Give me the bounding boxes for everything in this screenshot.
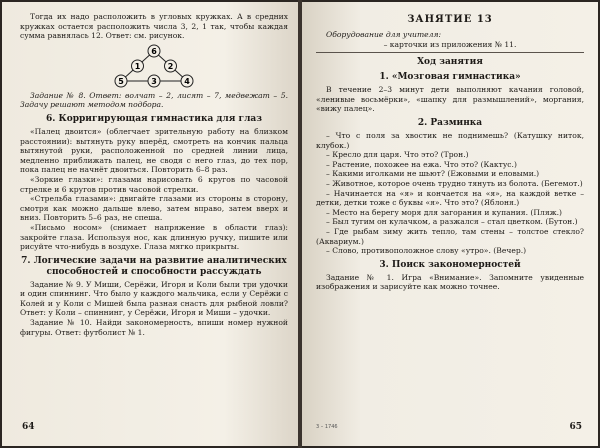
printer-signature: 3 – 1746	[316, 424, 338, 430]
divider	[316, 52, 584, 53]
left-page	[2, 2, 298, 446]
brain-gym-paragraph: В течение 2–3 минут дети выполняют качания головой, «ленивые восьмёрки», «шапку для размышлений», моргания, «вижу палец».	[316, 85, 584, 114]
exercise-pismo: «Письмо носом» (снимает напряжение в области глаз): закройте глаза. Используя нос, как длинную ручку, пишите или рисуйте что-нибудь в воздухе. Глаза мягко прикрыты.	[20, 222, 288, 252]
number-triangle-figure	[109, 43, 199, 89]
lesson-progress-heading: Ход занятия	[417, 57, 483, 68]
task9: Задание № 9. У Миши, Серёжи, Игоря и Коли были три удочки и один спиннинг. Что было у каждого мальчика, если у Серёжи с Колей и у Коли с Мишей была разная снасть для рыбной ловли? Ответ: у Коли – спиннинг, у Серёжи, Игоря и Миши – удочки.	[20, 279, 288, 318]
task1-paragraph: Задание № 1. Игра «Внимание». Запомните увиденные изображения и зарисуйте как можно точнее.	[316, 272, 584, 292]
equipment-label: Оборудование для учителя:	[326, 30, 442, 39]
triangle-number: 1	[134, 61, 141, 71]
riddle: – Место на берегу моря для загорания и купания. (Пляж.)	[326, 207, 562, 217]
page-number-left: 64	[22, 422, 35, 432]
riddle: – Растение, похожее на ежа. Что это? (Кактус.)	[326, 159, 517, 169]
section7-heading: 7. Логические задачи на развитие аналитических способностей и способности рассуждать	[21, 255, 287, 277]
exercise-strelba: «Стрельба глазами»: двигайте глазами из стороны в сторону, смотря как можно дальше влево, затем вправо, затем вверх и вниз. Повторить 5–6 раз, не спеша.	[20, 194, 288, 223]
exercise-zorkie: «Зоркие глазки»: глазами нарисовать 6 кругов по часовой стрелке и 6 кругов против часовой стрелки.	[20, 174, 288, 194]
exercise-palec: «Палец двоится» (облегчает зрительную работу на близком расстоянии): вытянуть руку вперёд, смотреть на кончик пальца вытянутой руки, расположенной по средней линии лица, медленно приближать палец, не сводя с него глаз, до тех пор, пока палец не начнёт двоиться. Повторить 6–8 раз.	[20, 126, 288, 175]
task8-answer: Задание № 8. Ответ: волчат – 2, лисят – 7, медвежат – 5. Задачу решают методом подбора.	[20, 90, 288, 110]
lesson-title: ЗАНЯТИЕ 13	[407, 14, 493, 25]
section1-heading: 1. «Мозговая гимнастика»	[379, 72, 521, 83]
equipment-item: – карточки из приложения № 11.	[383, 39, 517, 49]
triangle-number: 2	[167, 61, 174, 71]
riddle: – Слово, противоположное слову «утро». (Вечер.)	[326, 246, 527, 256]
intro-paragraph: Тогда их надо расположить в угловых кружках. А в средних кружках остается расположить числа 3, 2, 1 так, чтобы каждая сумма равнялась 12. Ответ: см. рисунок.	[20, 12, 288, 41]
triangle-number: 6	[151, 46, 157, 56]
riddle: – Кресло для царя. Что это? (Трон.)	[326, 150, 469, 160]
section2-heading: 2. Разминка	[417, 117, 483, 128]
page-number-right: 65	[569, 422, 582, 432]
riddle: – Какими иголками не шьют? (Ежовыми и еловыми.)	[326, 169, 540, 179]
riddle: – Был тугим он кулачком, а разжался – стал цветком. (Бутон.)	[326, 217, 578, 227]
triangle-number: 4	[184, 76, 190, 86]
riddle: – Начинается на «я» и кончается на «я», на каждой ветке – детки, детки тоже с буквы «я». Что это? (Яблоня.)	[316, 188, 584, 208]
triangle-number: 3	[151, 76, 157, 86]
task10: Задание № 10. Найди закономерность, впиши номер нужной фигуры. Ответ: футболист № 1.	[20, 318, 288, 337]
section6-heading: 6. Корригирующая гимнастика для глаз	[46, 113, 262, 124]
riddle: – Где рыбам зиму жить тепло, там стены – толстое стекло? (Аквариум.)	[316, 226, 584, 246]
riddle: – Животное, которое очень трудно тянуть из болота. (Бегемот.)	[326, 178, 583, 188]
triangle-number: 5	[118, 76, 124, 86]
right-page	[302, 2, 598, 446]
riddle: – Что с поля за хвостик не поднимешь? (Катушку ниток, клубок.)	[316, 130, 584, 150]
section3-heading: 3. Поиск закономерностей	[379, 259, 521, 270]
